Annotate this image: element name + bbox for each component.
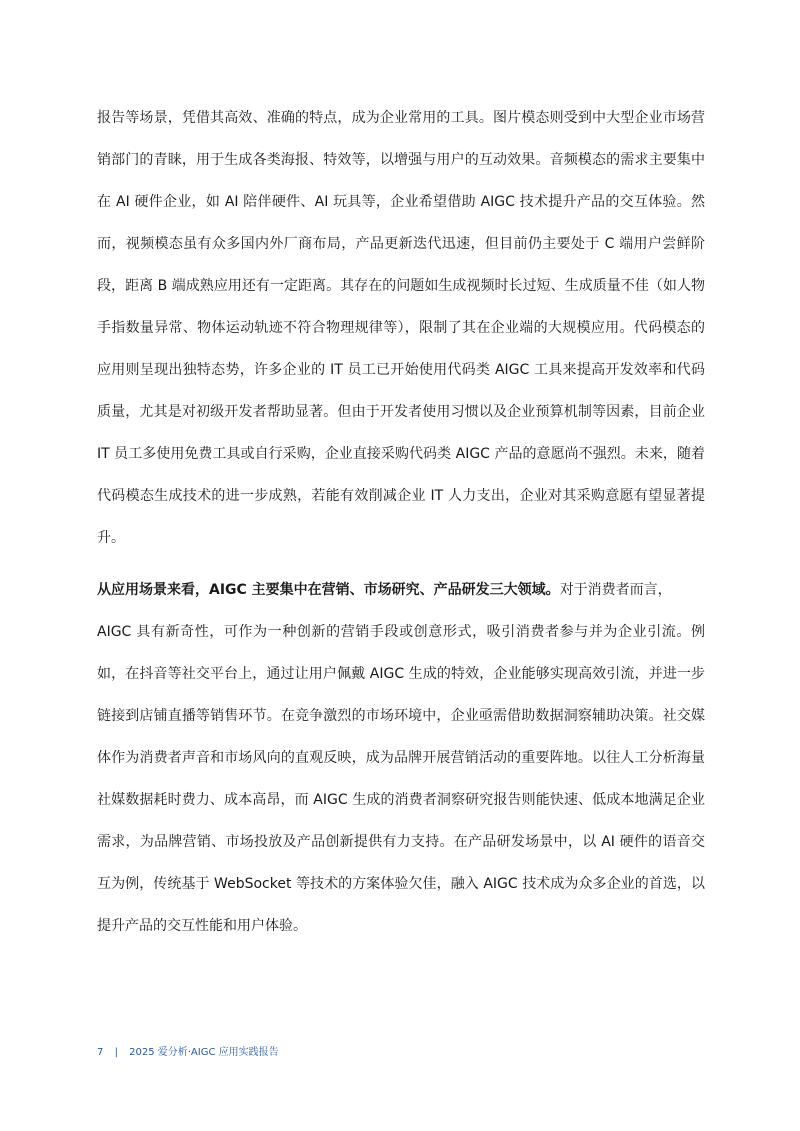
text-line: 代码模态生成技术的进一步成熟，若能有效削减企业 IT 人力支出，企业对其采购意愿有望显著提 — [97, 488, 705, 504]
page-footer — [97, 1043, 287, 1058]
paragraph-application-scenarios — [97, 569, 705, 947]
text-line: 在 AI 硬件企业，如 AI 陪伴硬件、AI 玩具等，企业希望借助 AIGC 技术提升产品的交互体验。然 — [97, 194, 705, 210]
text-line: 应用则呈现出独特态势，许多企业的 IT 员工已开始使用代码类 AIGC 工具来提高开发效率和代码 — [97, 362, 705, 378]
first-line-text: 对于消费者而言， — [559, 582, 672, 598]
text-line: 段，距离 B 端成熟应用还有一定距离。其存在的问题如生成视频时长过短、生成质量不佳（如人物 — [97, 278, 705, 294]
text-line: 链接到店铺直播等销售环节。在竞争激烈的市场环境中，企业亟需借助数据洞察辅助决策。社交媒 — [97, 708, 705, 724]
text-line: 报告等场景，凭借其高效、准确的特点，成为企业常用的工具。图片模态则受到中大型企业市场营 — [97, 110, 705, 126]
footer-separator: | — [114, 1047, 118, 1058]
paragraph-first-line — [97, 569, 705, 611]
text-line: 升。 — [97, 530, 125, 546]
text-line: 需求，为品牌营销、市场投放及产品创新提供有力支持。在产品研发场景中，以 AI 硬件的语音交 — [97, 834, 705, 850]
page-number: 7 — [97, 1047, 104, 1058]
text-line: 如，在抖音等社交平台上，通过让用户佩戴 AIGC 生成的特效，企业能够实现高效引流，并进一步 — [97, 666, 705, 682]
text-line: IT 员工多使用免费工具或自行采购，企业直接采购代码类 AIGC 产品的意愿尚不强烈。未来，随着 — [97, 446, 705, 462]
text-line: AIGC 具有新奇性，可作为一种创新的营销手段或创意形式，吸引消费者参与并为企业引流。例 — [97, 624, 705, 640]
text-line: 而，视频模态虽有众多国内外厂商布局，产品更新迭代迅速，但目前仍主要处于 C 端用户尝鲜阶 — [97, 236, 705, 252]
text-line: 互为例，传统基于 WebSocket 等技术的方案体验欠佳，融入 AIGC 技术成为众多企业的首选，以 — [97, 876, 705, 892]
text-line: 手指数量异常、物体运动轨迹不符合物理规律等），限制了其在企业端的大规模应用。代码模态的 — [97, 320, 705, 336]
text-line: 提升产品的交互性能和用户体验。 — [97, 918, 307, 934]
bold-lead-sentence: 从应用场景来看，AIGC 主要集中在营销、市场研究、产品研发三大领域。 — [97, 582, 560, 598]
text-line: 社媒数据耗时费力、成本高昂，而 AIGC 生成的消费者洞察研究报告则能快速、低成本地满足企业 — [97, 792, 705, 808]
text-line: 体作为消费者声音和市场风向的直观反映，成为品牌开展营销活动的重要阵地。以往人工分析海量 — [97, 750, 705, 766]
text-line: 质量，尤其是对初级开发者帮助显著。但由于开发者使用习惯以及企业预算机制等因素，目前企业 — [97, 404, 705, 420]
text-line: 销部门的青睐，用于生成各类海报、特效等，以增强与用户的互动效果。音频模态的需求主要集中 — [97, 152, 705, 168]
paragraph-modalities — [97, 97, 705, 559]
report-title: 2025 爱分析·AIGC 应用实践报告 — [129, 1047, 279, 1058]
